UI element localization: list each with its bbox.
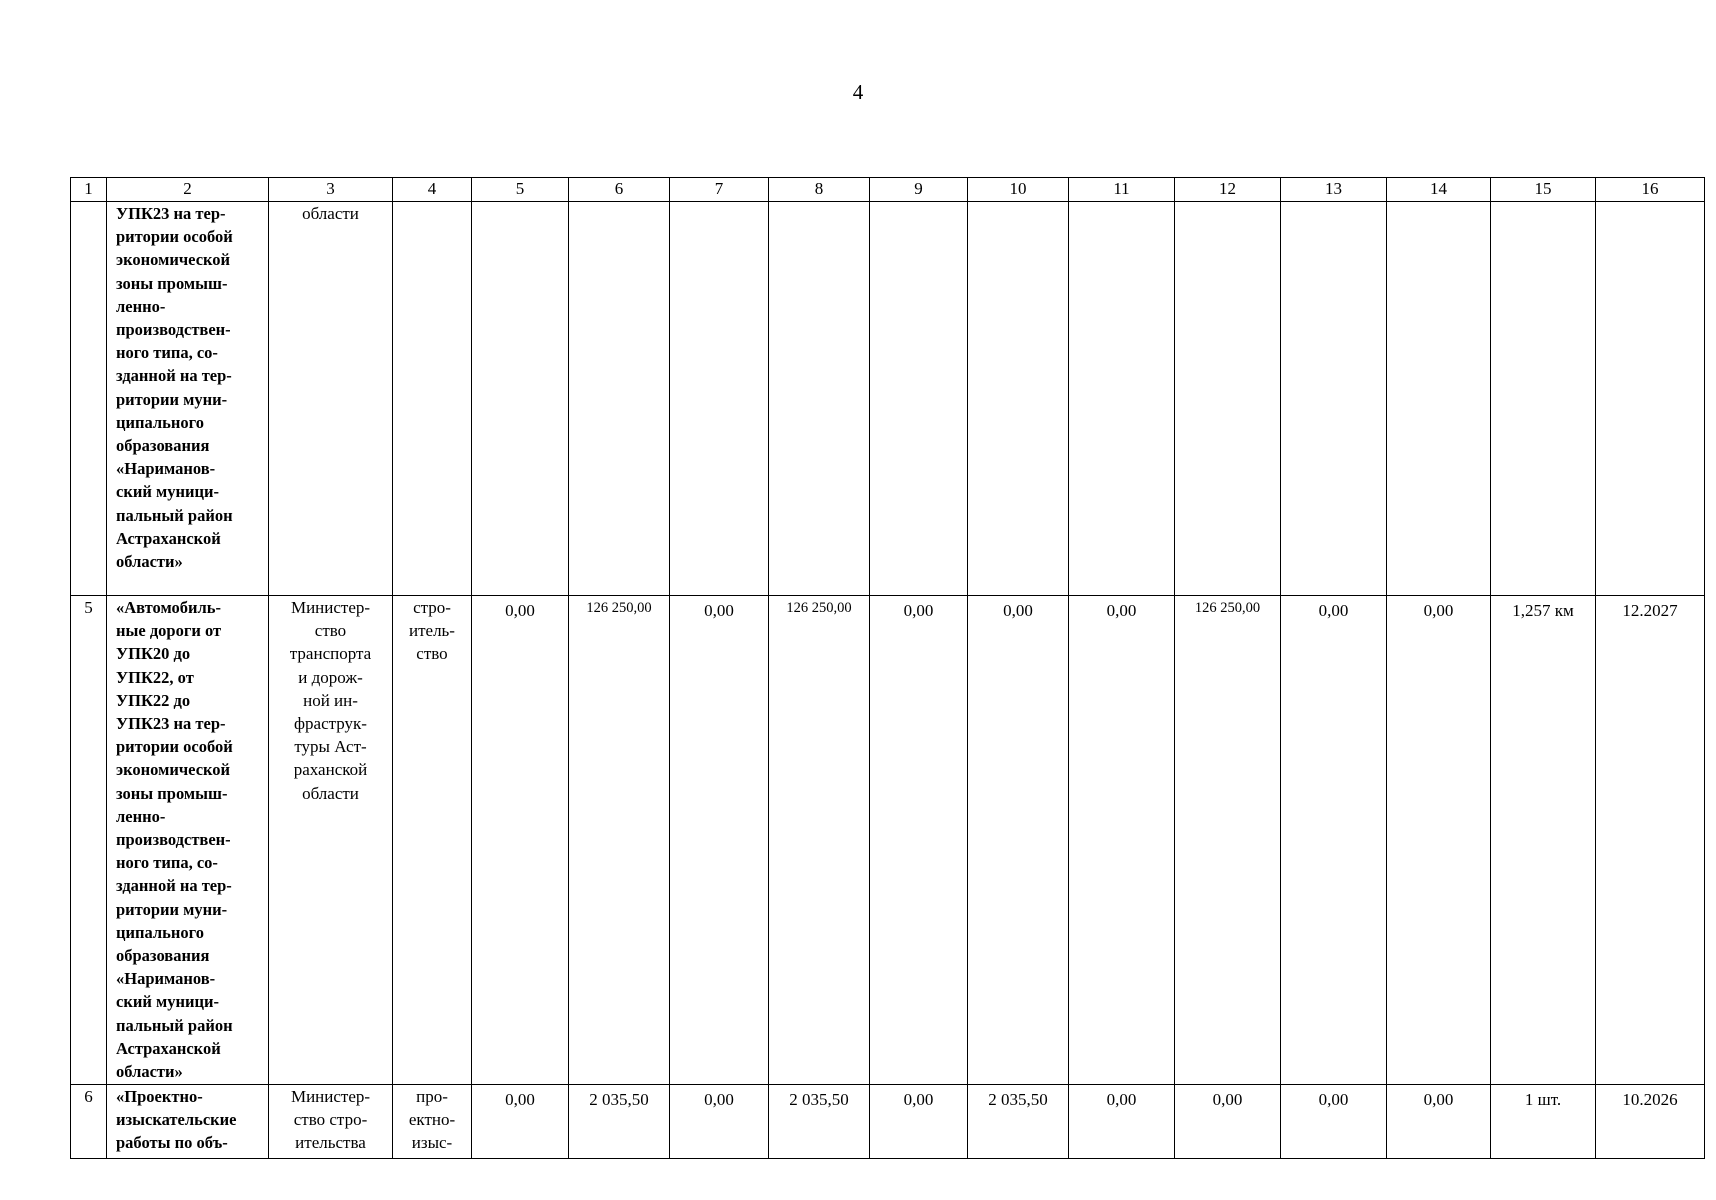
table-row-6	[71, 1085, 1705, 1159]
value-cell: 2 035,50	[968, 1085, 1069, 1159]
header-cell: 12	[1175, 178, 1281, 202]
header-cell: 10	[968, 178, 1069, 202]
value-cell	[1069, 202, 1175, 596]
deadline-cell	[1596, 202, 1705, 596]
value-cell: 126 250,00	[569, 596, 670, 1085]
value-cell: 0,00	[1387, 1085, 1491, 1159]
responsible-org-cell: области	[269, 202, 393, 596]
capacity-cell: 1 шт.	[1491, 1085, 1596, 1159]
value-cell: 0,00	[1387, 596, 1491, 1085]
value-cell: 0,00	[1175, 1085, 1281, 1159]
value-cell: 0,00	[472, 596, 569, 1085]
capacity-cell	[1491, 202, 1596, 596]
value-cell: 0,00	[870, 1085, 968, 1159]
value-cell: 126 250,00	[1175, 596, 1281, 1085]
value-cell	[769, 202, 870, 596]
deadline-cell: 10.2026	[1596, 1085, 1705, 1159]
value-cell: 0,00	[1069, 596, 1175, 1085]
header-cell: 8	[769, 178, 870, 202]
header-cell: 3	[269, 178, 393, 202]
work-type-cell: про- ектно- изыс-	[393, 1085, 472, 1159]
header-cell: 4	[393, 178, 472, 202]
header-cell: 1	[71, 178, 107, 202]
capacity-cell: 1,257 км	[1491, 596, 1596, 1085]
row-number-cell: 5	[71, 596, 107, 1085]
value-cell: 0,00	[870, 596, 968, 1085]
value-cell	[1281, 202, 1387, 596]
header-cell: 6	[569, 178, 670, 202]
header-cell: 9	[870, 178, 968, 202]
value-cell	[968, 202, 1069, 596]
header-cell: 15	[1491, 178, 1596, 202]
work-type-cell	[393, 202, 472, 596]
value-cell	[1387, 202, 1491, 596]
value-cell: 2 035,50	[569, 1085, 670, 1159]
object-name-cell: «Автомобиль- ные дороги от УПК20 до УПК22, от УПК22 до УПК23 на тер- ритории особой экономической зоны промыш- ленно- производствен- ного типа, со- зданной на тер- ритории муни- ципального образования «Нариманов- ский муници- пальный район Астраханской области»	[107, 596, 269, 1085]
deadline-cell: 12.2027	[1596, 596, 1705, 1085]
table-row-continuation	[71, 202, 1705, 596]
header-row	[71, 178, 1705, 202]
work-type-cell: стро- итель- ство	[393, 596, 472, 1085]
value-cell	[870, 202, 968, 596]
value-cell	[569, 202, 670, 596]
table-row-5	[71, 596, 1705, 1085]
value-cell	[472, 202, 569, 596]
value-cell: 126 250,00	[769, 596, 870, 1085]
object-name-cell: УПК23 на тер- ритории особой экономической зоны промыш- ленно- производствен- ного типа, со- зданной на тер- ритории муни- ципального образования «Нариманов- ский муници- пальный район Астраханской области»	[107, 202, 269, 596]
header-cell: 2	[107, 178, 269, 202]
header-cell: 16	[1596, 178, 1705, 202]
row-number-cell: 6	[71, 1085, 107, 1159]
value-cell	[1175, 202, 1281, 596]
value-cell: 2 035,50	[769, 1085, 870, 1159]
header-cell: 11	[1069, 178, 1175, 202]
responsible-org-cell: Министер- ство стро- ительства	[269, 1085, 393, 1159]
page-number: 4	[852, 80, 864, 104]
value-cell: 0,00	[670, 596, 769, 1085]
responsible-org-cell: Министер- ство транспорта и дорож- ной ин- фраструк- туры Аст- раханской области	[269, 596, 393, 1085]
header-cell: 13	[1281, 178, 1387, 202]
value-cell: 0,00	[1069, 1085, 1175, 1159]
value-cell: 0,00	[670, 1085, 769, 1159]
header-cell: 14	[1387, 178, 1491, 202]
value-cell: 0,00	[968, 596, 1069, 1085]
value-cell: 0,00	[472, 1085, 569, 1159]
object-name-cell: «Проектно- изыскательские работы по объ-	[107, 1085, 269, 1159]
header-cell: 7	[670, 178, 769, 202]
value-cell: 0,00	[1281, 1085, 1387, 1159]
header-cell: 5	[472, 178, 569, 202]
program-table	[70, 177, 1705, 1159]
row-number-cell	[71, 202, 107, 596]
value-cell: 0,00	[1281, 596, 1387, 1085]
value-cell	[670, 202, 769, 596]
